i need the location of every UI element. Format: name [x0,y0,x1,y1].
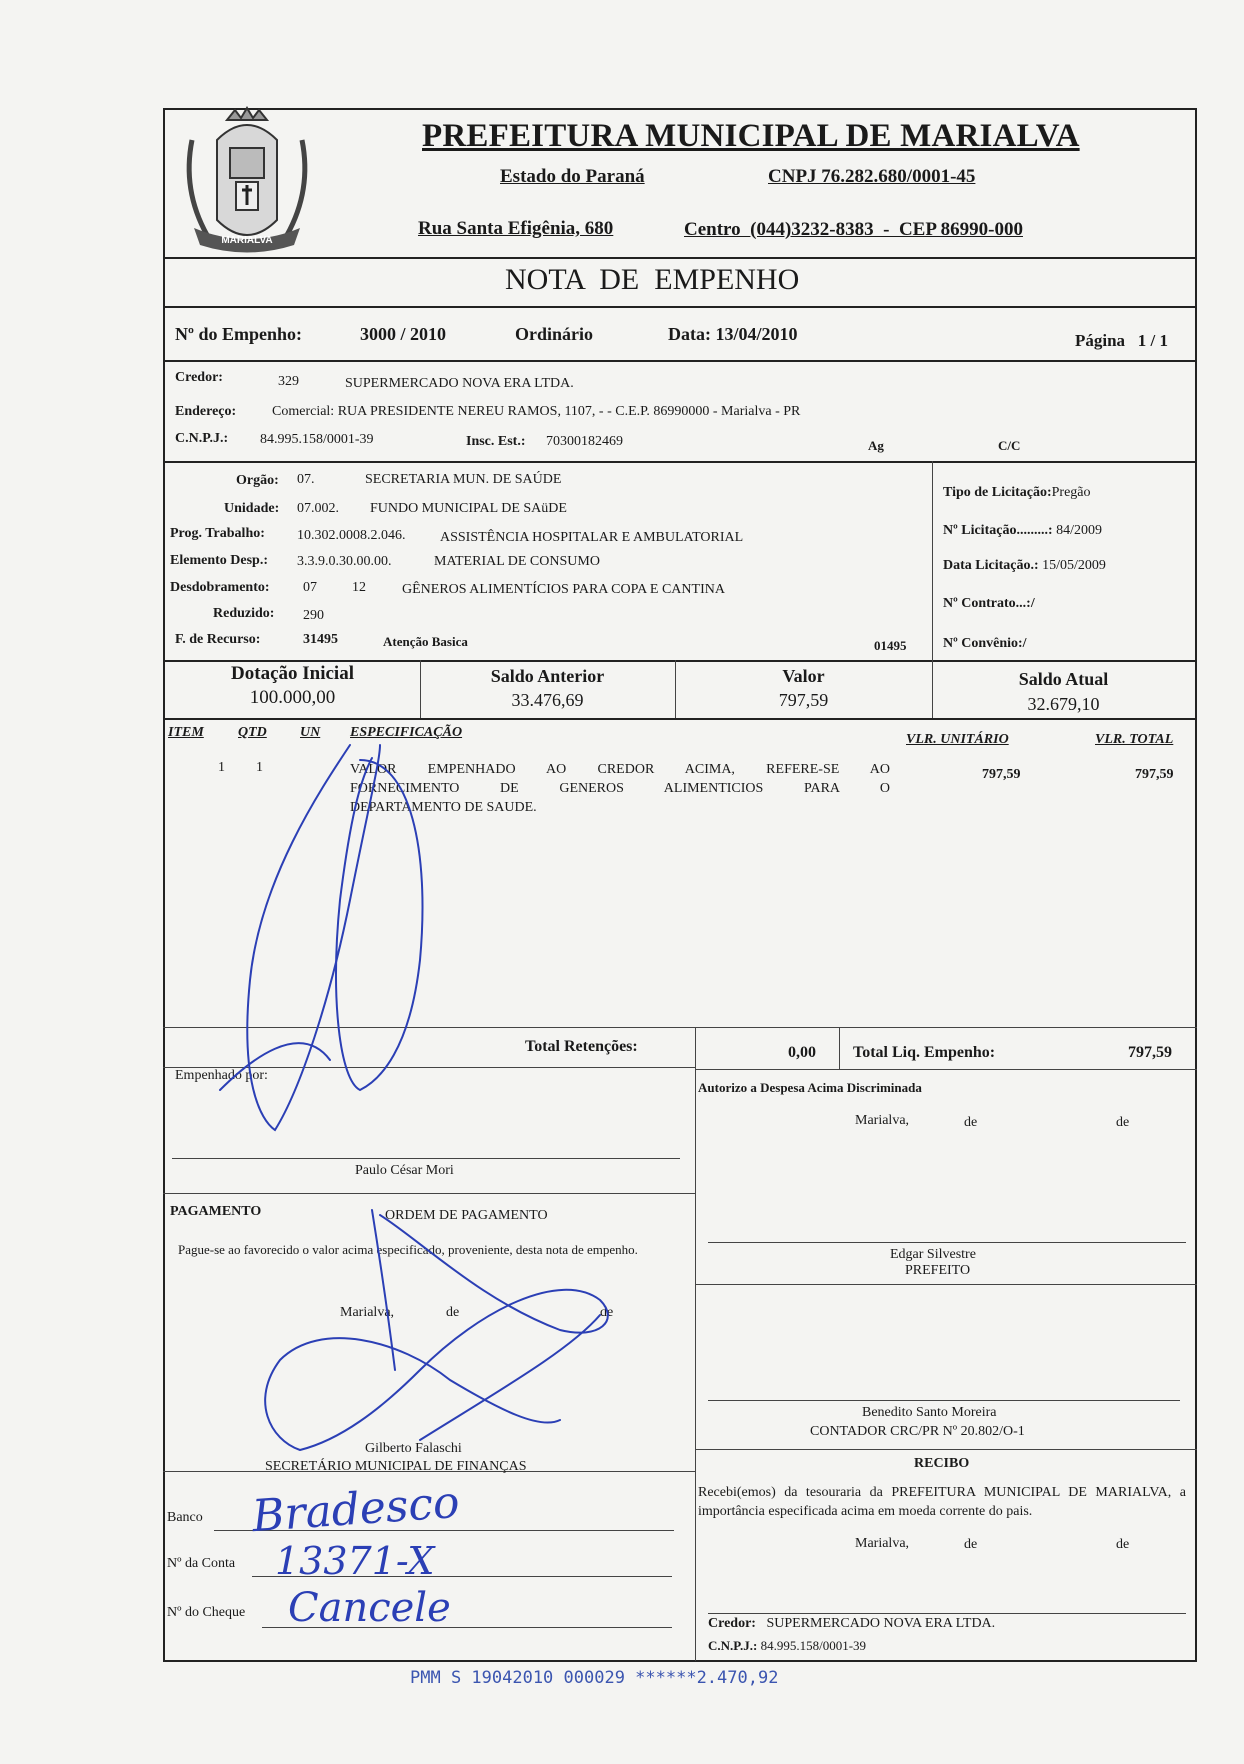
item-unit-value: 797,59 [982,767,1021,782]
address-phone: Centro (044)3232-8383 - CEP 86990-000 [684,219,1023,240]
banco-label: Banco [167,1510,203,1525]
col-qtd: QTD [238,725,267,740]
prog-label: Prog. Trabalho: [170,526,265,541]
dotacao-value: 100.000,00 [249,687,336,708]
cnpj-credor-label: C.N.P.J.: [175,431,229,446]
pagamento-label: PAGAMENTO [170,1204,262,1219]
empenho-type: Ordinário [515,324,594,344]
valor-label: Valor [782,666,825,686]
conta-label: Nº da Conta [167,1556,236,1571]
autorizo-de2: de [1116,1115,1130,1130]
item-number: 1 [218,760,225,775]
convenio-label: Nº Convênio:/ [943,636,1027,651]
recibo-credor-label: Credor: [708,1616,756,1631]
retencoes-label: Total Retenções: [525,1038,638,1055]
recibo-cnpj-label: C.N.P.J.: [708,1638,758,1653]
licitacao-data-label: Data Licitação.: [943,558,1039,573]
cnpj-label: CNPJ 76.282.680/0001-45 [768,166,976,187]
licitacao-tipo-value: Pregão [1051,485,1091,500]
dotacao-label: Dotação Inicial [231,663,354,684]
cheque-handwritten: Cancele [288,1585,451,1631]
recurso-value: 31495 [303,632,338,647]
empenho-label: Nº do Empenho: [175,324,302,344]
valor-value: 797,59 [778,690,829,710]
contrato-label: Nº Contrato...:/ [943,596,1035,611]
endereco-label: Endereço: [175,404,237,419]
prog-code: 10.302.0008.2.046. [297,528,406,543]
item-total-value: 797,59 [1135,767,1174,782]
recurso-name: Atenção Basica [383,634,468,649]
desdobramento-b: 12 [352,580,366,595]
elemento-code: 3.3.9.0.30.00.00. [297,554,392,569]
desdobramento-label: Desdobramento: [170,580,270,595]
item-desc-line2: FORNECIMENTO DE GENEROS ALIMENTICIOS PARA O [350,781,890,796]
empenho-number: 3000 / 2010 [360,324,447,344]
conta-handwritten: 13371-X [275,1539,435,1583]
contador-role: CONTADOR CRC/PR Nº 20.802/O-1 [810,1424,1025,1439]
unidade-label: Unidade: [224,501,280,516]
cnpj-credor-value: 84.995.158/0001-39 [260,432,374,447]
prefeito-name: Edgar Silvestre [890,1247,976,1262]
insc-value: 70300182469 [546,434,623,449]
page-title: PREFEITURA MUNICIPAL DE MARIALVA [422,118,1080,154]
item-desc-line1: VALOR EMPENHADO AO CREDOR ACIMA, REFERE-SE AO [350,762,890,777]
pagamento-city: Marialva, [340,1305,395,1320]
empenhado-label: Empenhado por: [175,1068,268,1083]
recurso-code: 01495 [874,638,907,653]
prog-name: ASSISTÊNCIA HOSPITALAR E AMBULATORIAL [440,530,744,545]
col-especificacao: ESPECIFICAÇÃO [350,725,463,740]
licitacao-data-value: 15/05/2009 [1042,558,1106,573]
ordem-pagamento-label: ORDEM DE PAGAMENTO [385,1208,548,1223]
financas-role: SECRETÁRIO MUNICIPAL DE FINANÇAS [265,1459,527,1474]
saldo-anterior-value: 33.476,69 [511,690,584,710]
pagamento-de1: de [446,1305,460,1320]
pagamento-text: Pague-se ao favorecido o valor acima especificado, proveniente, desta nota de empenho. [178,1242,638,1257]
recibo-de1: de [964,1537,978,1552]
autorizo-text: Autorizo a Despesa Acima Discriminada [698,1080,922,1095]
recibo-text: Recebi(emos) da tesouraria da PREFEITURA MUNICIPAL DE MARIALVA, a importância especificada acima em moeda corrente do pais. [698,1485,1186,1519]
recibo-title: RECIBO [914,1456,970,1471]
recibo-cnpj-value: 84.995.158/0001-39 [760,1638,867,1653]
recibo-credor-name: SUPERMERCADO NOVA ERA LTDA. [766,1616,996,1631]
licitacao-tipo-label: Tipo de Licitação: [943,485,1052,500]
financas-name: Gilberto Falaschi [365,1441,462,1456]
recibo-de2: de [1116,1537,1130,1552]
desdobramento-name: GÊNEROS ALIMENTÍCIOS PARA COPA E CANTINA [402,582,725,597]
autorizo-de1: de [964,1115,978,1130]
recibo-city: Marialva, [855,1536,910,1551]
credor-label: Credor: [175,370,223,385]
retencoes-value: 0,00 [788,1044,816,1061]
item-desc-line3: DEPARTAMENTO DE SAUDE. [350,800,537,815]
prefeito-role: PREFEITO [905,1263,971,1278]
reduzido-value: 290 [303,608,324,623]
cc-label: C/C [998,438,1021,453]
unidade-code: 07.002. [297,501,339,516]
ag-label: Ag [868,438,884,453]
col-vlr-unitario: VLR. UNITÁRIO [906,732,1009,747]
bank-stamp: PMM S 19042010 000029 ******2.470,92 [410,1668,779,1688]
elemento-name: MATERIAL DE CONSUMO [434,554,600,569]
contador-name: Benedito Santo Moreira [862,1405,997,1420]
banco-handwritten: Bradesco [250,1476,462,1543]
insc-label: Insc. Est.: [466,434,526,449]
empenhado-name: Paulo César Mori [355,1163,454,1178]
col-vlr-total: VLR. TOTAL [1095,732,1174,747]
autorizo-city: Marialva, [855,1113,910,1128]
col-un: UN [300,725,321,740]
document-title: NOTA DE EMPENHO [505,263,800,296]
col-item: ITEM [168,725,204,740]
unidade-name: FUNDO MUNICIPAL DE SAüDE [370,501,567,516]
credor-code: 329 [278,374,299,389]
svg-text:MARIALVA: MARIALVA [221,235,273,246]
credor-name: SUPERMERCADO NOVA ERA LTDA. [345,376,574,391]
saldo-atual-label: Saldo Atual [1018,669,1109,689]
endereco-value: Comercial: RUA PRESIDENTE NEREU RAMOS, 1107, - - C.E.P. 86990000 - Marialva - PR [272,404,801,419]
saldo-anterior-label: Saldo Anterior [490,666,605,686]
licitacao-num-label: Nº Licitação.........: [943,523,1053,538]
reduzido-label: Reduzido: [213,606,275,621]
cheque-label: Nº do Cheque [167,1605,246,1620]
recurso-label: F. de Recurso: [175,632,261,647]
page-number: Página 1 / 1 [1075,331,1169,350]
orgao-label: Orgão: [236,473,279,488]
empenho-date: Data: 13/04/2010 [668,324,798,344]
liquido-label: Total Liq. Empenho: [853,1044,996,1061]
elemento-label: Elemento Desp.: [170,553,268,568]
orgao-name: SECRETARIA MUN. DE SAÚDE [365,472,562,487]
pagamento-de2: de [600,1305,614,1320]
desdobramento-a: 07 [303,580,317,595]
orgao-code: 07. [297,472,315,487]
item-qtd: 1 [256,760,263,775]
saldo-atual-value: 32.679,10 [1027,694,1100,714]
licitacao-num-value: 84/2009 [1056,523,1102,538]
address-street: Rua Santa Efigênia, 680 [418,218,614,239]
state-label: Estado do Paraná [500,166,645,187]
liquido-value: 797,59 [1128,1044,1172,1061]
